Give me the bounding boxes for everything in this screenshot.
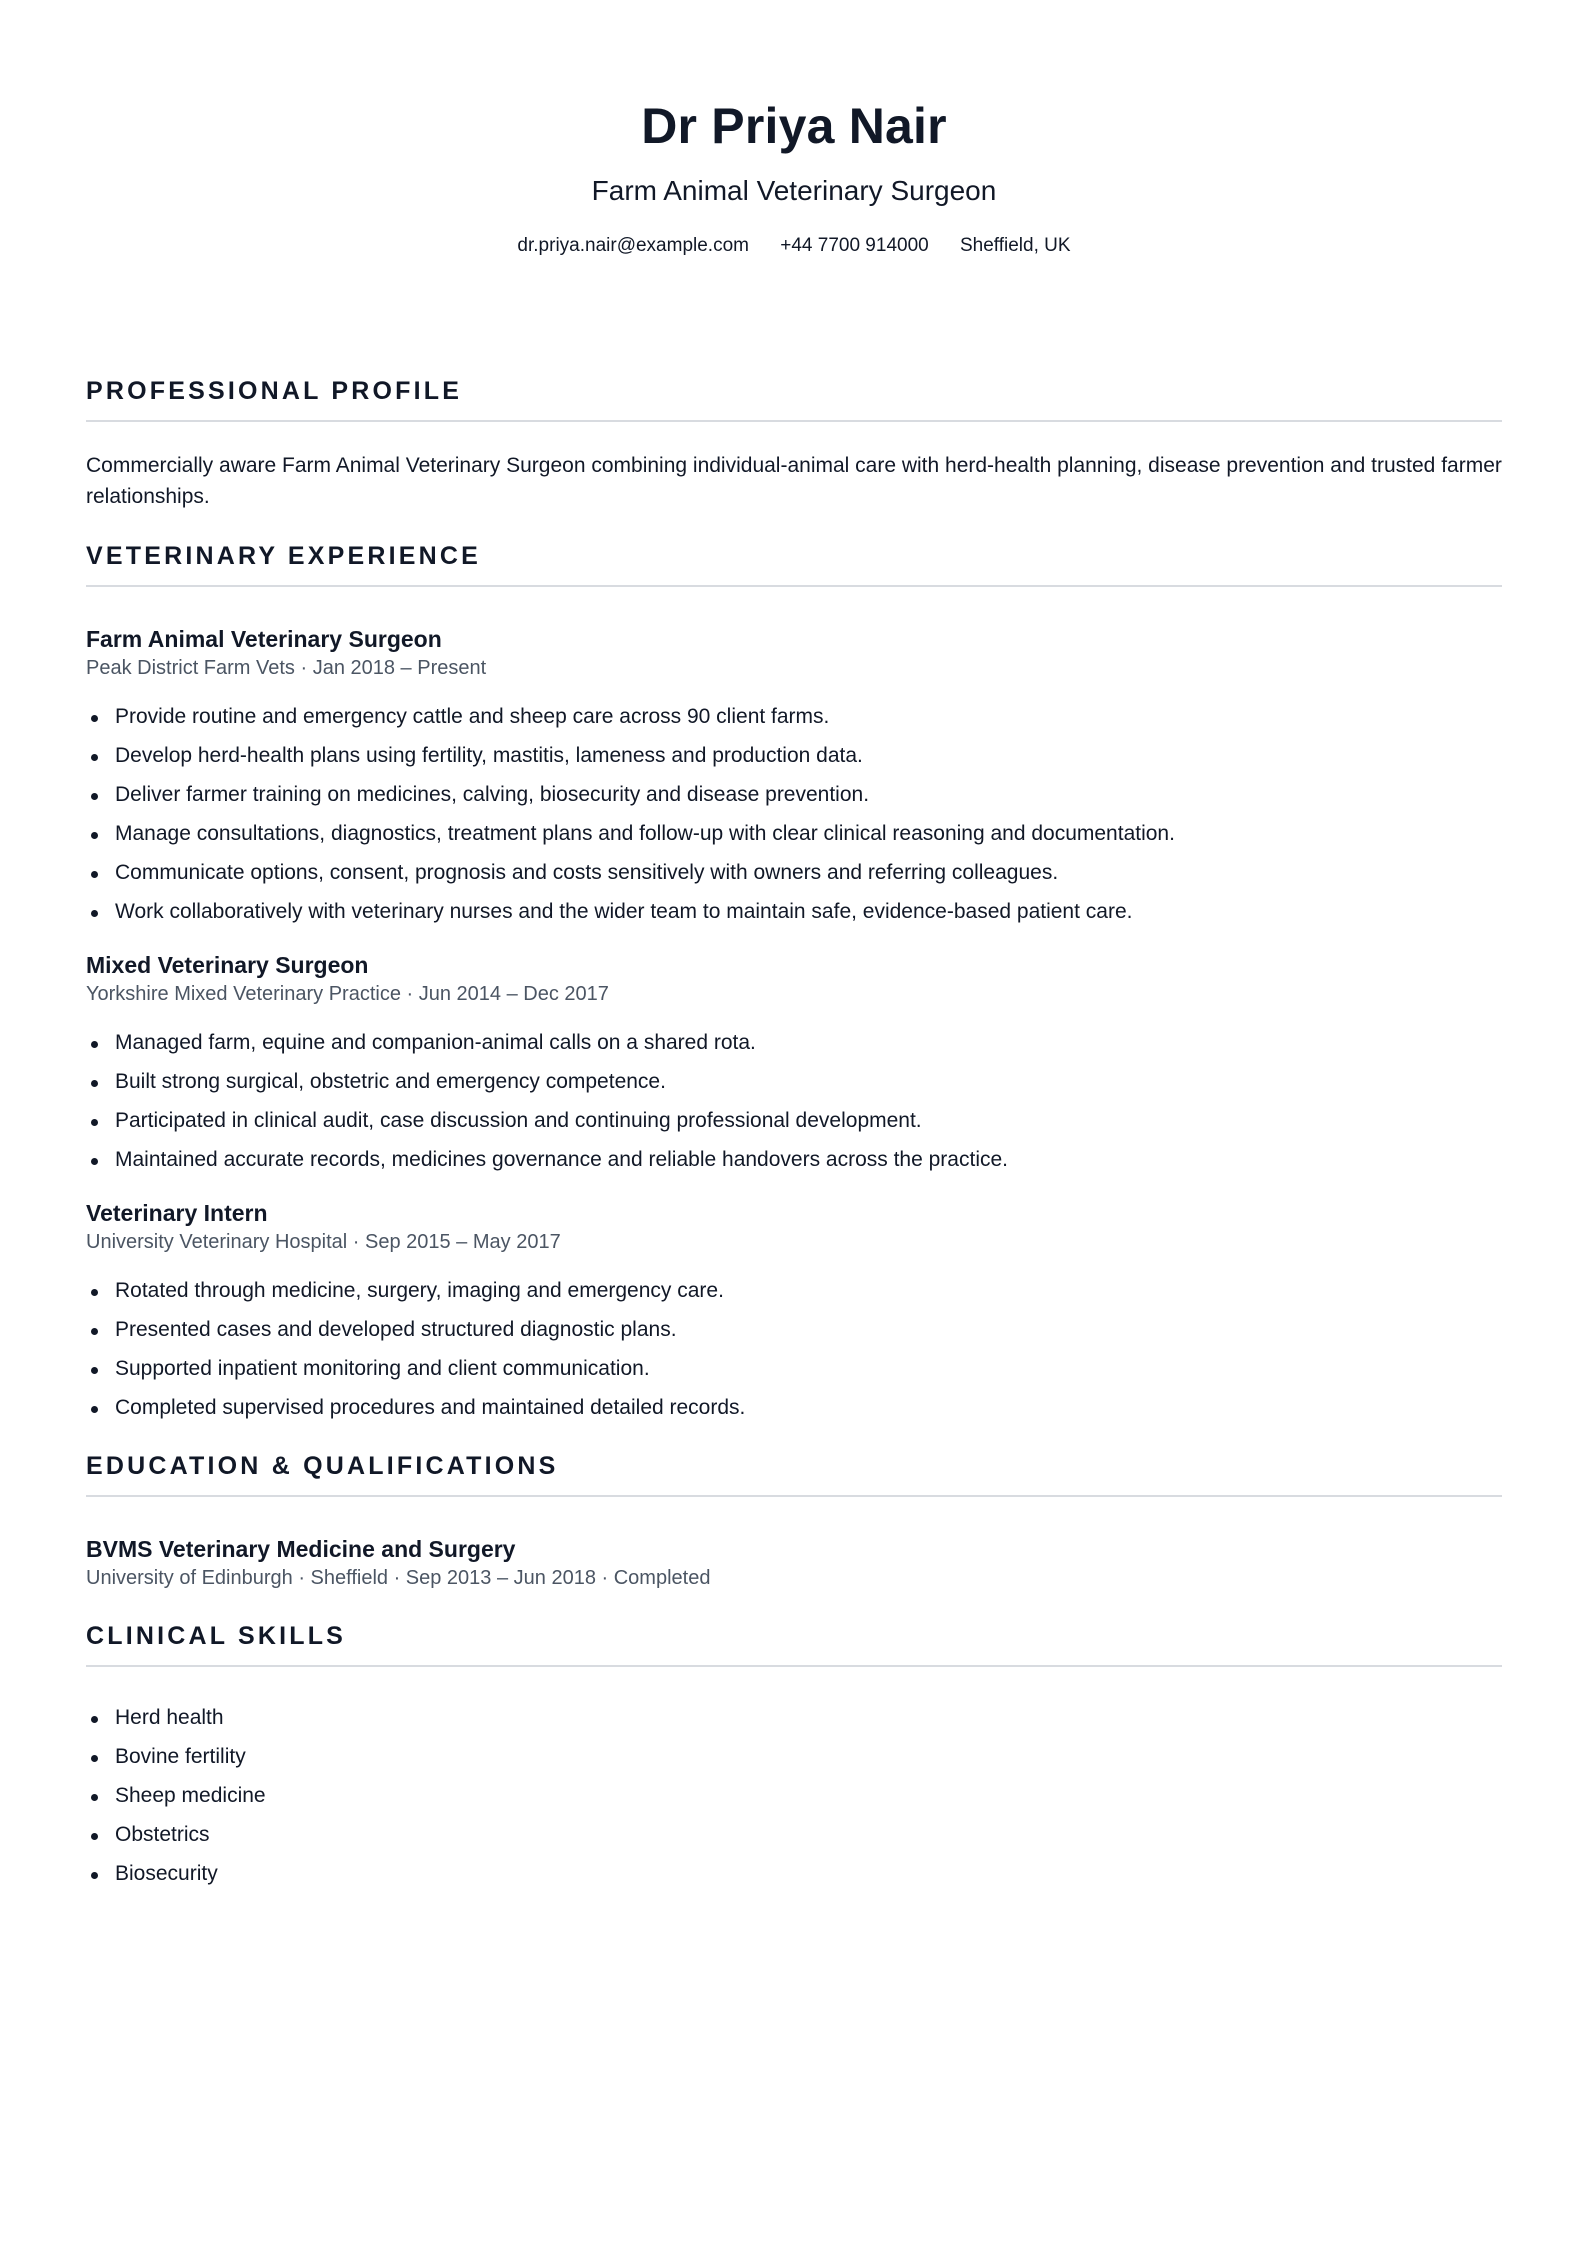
degree-title: BVMS Veterinary Medicine and Surgery	[86, 1536, 516, 1562]
experience-heading: VETERINARY EXPERIENCE	[86, 541, 1502, 587]
job-bullet: Rotated through medicine, surgery, imaging and emergency care.	[86, 1277, 1502, 1305]
job-entry	[86, 624, 1502, 926]
job-bullet: Managed farm, equine and companion-animal calls on a shared rota.	[86, 1029, 1502, 1057]
job-bullet: Provide routine and emergency cattle and sheep care across 90 client farms.	[86, 703, 1502, 731]
job-bullet: Presented cases and developed structured diagnostic plans.	[86, 1316, 1502, 1344]
job-bullet: Develop herd-health plans using fertility, mastitis, lameness and production data.	[86, 742, 1502, 770]
job-bullet: Participated in clinical audit, case discussion and continuing professional development.	[86, 1107, 1502, 1135]
contact-phone[interactable]: +44 7700 914000	[780, 235, 929, 256]
profile-section	[86, 376, 1502, 512]
skill-item: Bovine fertility	[86, 1743, 1502, 1771]
contact-line	[86, 234, 1502, 258]
skills-list	[86, 1704, 1502, 1888]
education-heading: EDUCATION & QUALIFICATIONS	[86, 1451, 1502, 1497]
profile-heading: PROFESSIONAL PROFILE	[86, 376, 1502, 422]
education-entry	[86, 1534, 1502, 1592]
job-bullet: Supported inpatient monitoring and client communication.	[86, 1355, 1502, 1383]
job-bullet: Deliver farmer training on medicines, calving, biosecurity and disease prevention.	[86, 781, 1502, 809]
job-entry	[86, 1198, 1502, 1422]
job-bullet: Manage consultations, diagnostics, treatment plans and follow-up with clear clinical reasoning and documentation.	[86, 820, 1502, 848]
job-bullet: Work collaboratively with veterinary nurses and the wider team to maintain safe, evidence-based patient care.	[86, 898, 1502, 926]
job-bullet: Maintained accurate records, medicines governance and reliable handovers across the practice.	[86, 1146, 1502, 1174]
job-bullet: Communicate options, consent, prognosis and costs sensitively with owners and referring colleagues.	[86, 859, 1502, 887]
skill-item: Sheep medicine	[86, 1782, 1502, 1810]
job-bullet: Completed supervised procedures and maintained detailed records.	[86, 1394, 1502, 1422]
education-section	[86, 1451, 1502, 1592]
job-entry	[86, 950, 1502, 1174]
profile-text: Commercially aware Farm Animal Veterinary Surgeon combining individual-animal care with herd-health planning, disease prevention and trusted farmer relationships.	[86, 454, 1502, 508]
skill-item: Herd health	[86, 1704, 1502, 1732]
job-title: Mixed Veterinary Surgeon	[86, 952, 369, 978]
contact-location: Sheffield, UK	[960, 235, 1071, 256]
skill-item: Obstetrics	[86, 1821, 1502, 1849]
job-bullets	[86, 1029, 1502, 1174]
candidate-title: Farm Animal Veterinary Surgeon	[591, 175, 997, 206]
job-title: Farm Animal Veterinary Surgeon	[86, 626, 442, 652]
resume-header	[86, 0, 1502, 258]
degree-meta: University of Edinburgh · Sheffield · Sep 2013 – Jun 2018 · Completed	[86, 1567, 711, 1589]
job-bullets	[86, 1277, 1502, 1422]
experience-section	[86, 541, 1502, 1422]
job-meta: University Veterinary Hospital · Sep 2015 – May 2017	[86, 1231, 561, 1253]
job-title: Veterinary Intern	[86, 1200, 268, 1226]
contact-email[interactable]: dr.priya.nair@example.com	[517, 235, 749, 256]
job-meta: Yorkshire Mixed Veterinary Practice · Jun 2014 – Dec 2017	[86, 983, 609, 1005]
skills-section	[86, 1621, 1502, 1888]
candidate-name: Dr Priya Nair	[641, 98, 947, 154]
skill-item: Biosecurity	[86, 1860, 1502, 1888]
skills-heading: CLINICAL SKILLS	[86, 1621, 1502, 1667]
job-bullet: Built strong surgical, obstetric and emergency competence.	[86, 1068, 1502, 1096]
job-bullets	[86, 703, 1502, 926]
job-meta: Peak District Farm Vets · Jan 2018 – Present	[86, 657, 487, 679]
